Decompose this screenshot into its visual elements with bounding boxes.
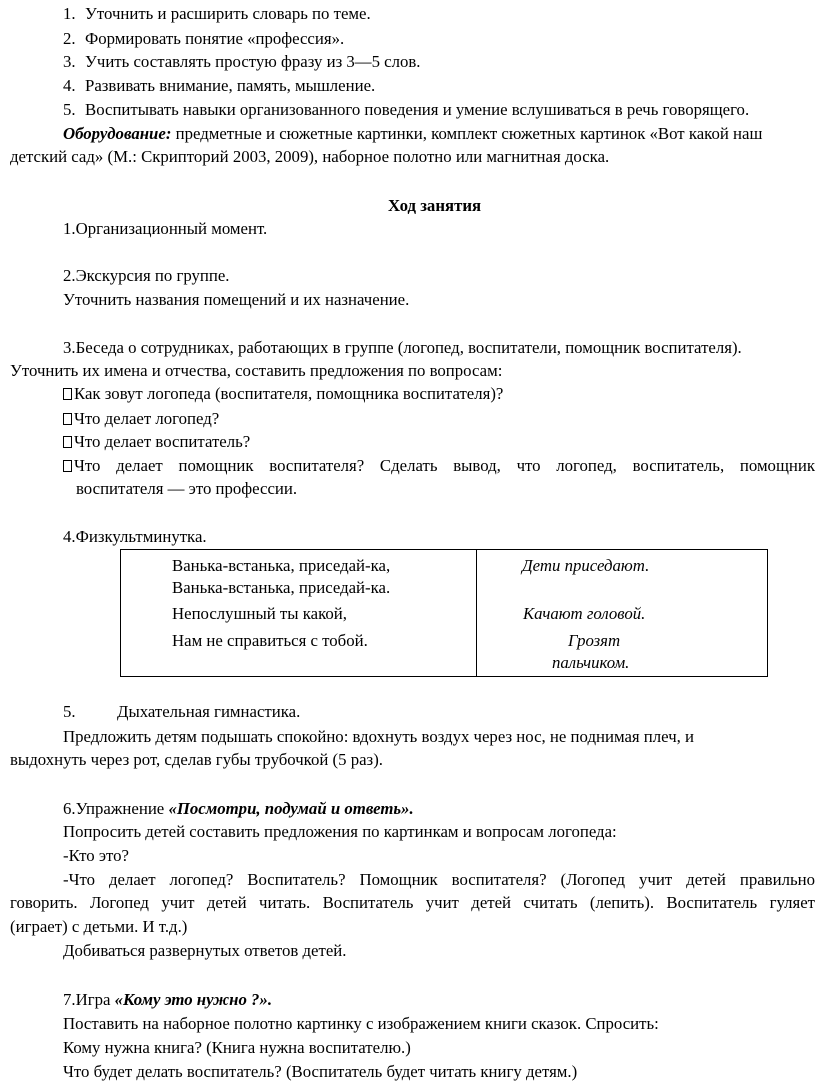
goal-number: 2. bbox=[63, 29, 76, 48]
question-item bbox=[63, 409, 219, 429]
exercise-table bbox=[120, 549, 768, 677]
goal-item bbox=[63, 29, 344, 49]
goal-text: Воспитывать навыки организованного поведения и умение вслушиваться в речь говорящего. bbox=[85, 100, 750, 119]
verse-line: Нам не справиться с тобой. bbox=[172, 631, 368, 650]
section-2-title: 2.Экскурсия по группе. bbox=[63, 266, 230, 285]
bullet-box-icon bbox=[63, 388, 72, 400]
section-6-line-4: говорить. Логопед учит детей читать. Воспитатель учит детей считать (лепить). Воспитатель гуляет bbox=[10, 893, 815, 912]
section-6-title bbox=[63, 799, 414, 819]
goal-item bbox=[63, 52, 421, 72]
question-text: Что делает воспитатель? bbox=[74, 432, 251, 451]
goal-item bbox=[63, 76, 375, 96]
question-item bbox=[63, 384, 503, 404]
section-6-line-6: Добиваться развернутых ответов детей. bbox=[63, 941, 347, 960]
question-text: Что делает логопед? bbox=[74, 409, 220, 428]
section-7-line-3: Что будет делать воспитатель? (Воспитатель будет читать книгу детям.) bbox=[63, 1062, 578, 1081]
section-6-prefix: 6.Упражнение bbox=[63, 799, 169, 818]
goal-number: 3. bbox=[63, 52, 76, 71]
question-continuation: воспитателя — это профессии. bbox=[76, 479, 298, 498]
goal-text: Формировать понятие «профессия». bbox=[85, 29, 345, 48]
verse-line: Ванька-встанька, приседай-ка, bbox=[172, 556, 391, 575]
goal-text: Уточнить и расширить словарь по теме. bbox=[85, 4, 371, 23]
section-7-name: «Кому это нужно ?». bbox=[114, 990, 273, 1009]
equipment-line-1 bbox=[63, 124, 762, 144]
section-6-line-1: Попросить детей составить предложения по картинкам и вопросам логопеда: bbox=[63, 822, 617, 841]
action-line: пальчиком. bbox=[552, 653, 630, 672]
section-6-name: «Посмотри, подумай и ответь». bbox=[168, 799, 414, 818]
bullet-box-icon bbox=[63, 413, 72, 425]
action-cell bbox=[477, 550, 768, 677]
section-3-line-2: Уточнить их имена и отчества, составить предложения по вопросам: bbox=[10, 361, 503, 380]
equipment-label: Оборудование: bbox=[63, 124, 172, 143]
goal-text: Развивать внимание, память, мышление. bbox=[85, 76, 376, 95]
section-7-title bbox=[63, 990, 272, 1010]
question-text: Как зовут логопеда (воспитателя, помощника воспитателя)? bbox=[74, 384, 504, 403]
section-7-line-2: Кому нужна книга? (Книга нужна воспитателю.) bbox=[63, 1038, 411, 1057]
equipment-text: предметные и сюжетные картинки, комплект сюжетных картинок «Вот какой наш bbox=[171, 124, 763, 143]
question-text: Что делает помощник воспитателя? Сделать вывод, что логопед, воспитатель, помощник bbox=[74, 456, 815, 475]
goal-number: 1. bbox=[63, 4, 76, 23]
goal-text: Учить составлять простую фразу из 3—5 слов. bbox=[85, 52, 421, 71]
bullet-box-icon bbox=[63, 460, 72, 472]
section-7-line-1: Поставить на наборное полотно картинку с изображением книги сказок. Спросить: bbox=[63, 1014, 659, 1033]
section-5-line-1: Предложить детям подышать спокойно: вдохнуть воздух через нос, не поднимая плеч, и bbox=[63, 727, 695, 746]
section-2-text: Уточнить названия помещений и их назначение. bbox=[63, 290, 410, 309]
section-6-line-3: -Что делает логопед? Воспитатель? Помощник воспитателя? (Логопед учит детей правильно bbox=[63, 870, 815, 889]
verse-cell bbox=[121, 550, 477, 677]
question-item bbox=[63, 432, 250, 452]
section-7-prefix: 7.Игра bbox=[63, 990, 115, 1009]
verse-line: Непослушный ты какой, bbox=[172, 604, 347, 623]
section-6-line-5: (играет) с детьми. И т.д.) bbox=[10, 917, 188, 936]
action-line: Грозят bbox=[568, 631, 621, 650]
question-item bbox=[63, 456, 815, 476]
verse-line: Ванька-встанька, приседай-ка. bbox=[172, 578, 391, 597]
action-line: Качают головой. bbox=[523, 604, 646, 623]
section-6-line-2: -Кто это? bbox=[63, 846, 129, 865]
goal-item bbox=[63, 100, 749, 120]
lesson-heading: Ход занятия bbox=[388, 196, 482, 215]
action-line: Дети приседают. bbox=[522, 556, 650, 575]
goal-number: 5. bbox=[63, 100, 76, 119]
section-5-title: Дыхательная гимнастика. bbox=[117, 702, 301, 721]
section-3-line-1: 3.Беседа о сотрудниках, работающих в группе (логопед, воспитатели, помощник воспитателя). bbox=[63, 338, 742, 357]
section-5-line-2: выдохнуть через рот, сделав губы трубочкой (5 раз). bbox=[10, 750, 383, 769]
section-1-title: 1.Организационный момент. bbox=[63, 219, 268, 238]
goal-item bbox=[63, 4, 371, 24]
bullet-box-icon bbox=[63, 436, 72, 448]
equipment-line-2: детский сад» (М.: Скрипторий 2003, 2009), наборное полотно или магнитная доска. bbox=[10, 147, 610, 166]
goal-number: 4. bbox=[63, 76, 76, 95]
section-4-title: 4.Физкультминутка. bbox=[63, 527, 207, 546]
section-5-num: 5. bbox=[63, 702, 76, 721]
